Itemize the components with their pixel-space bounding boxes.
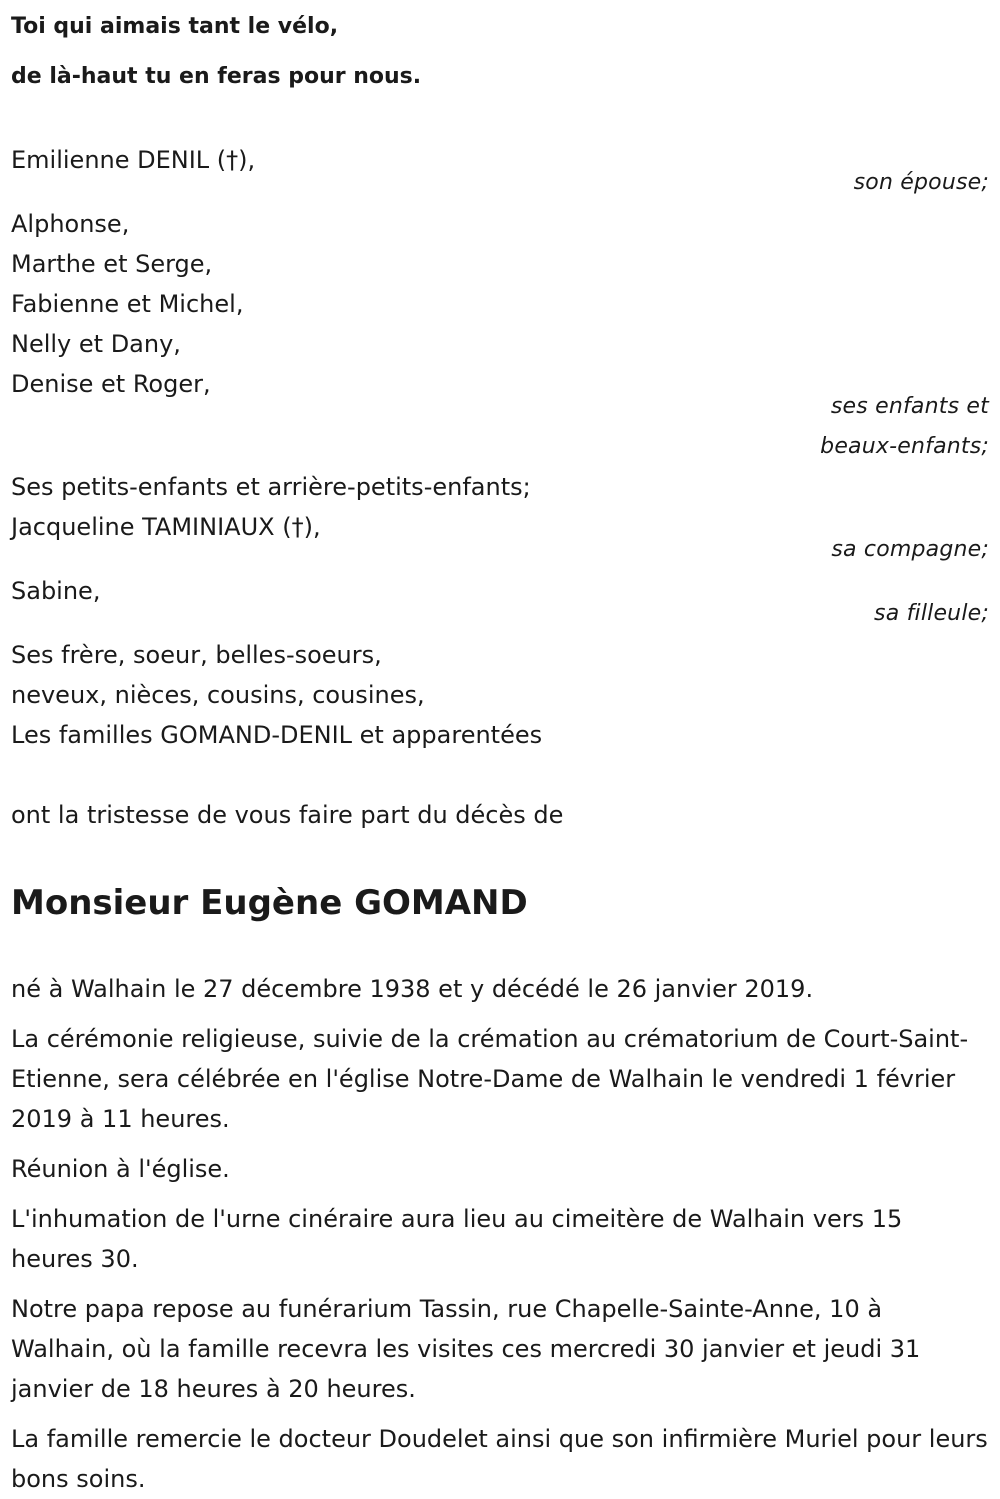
companion-name: Jacqueline TAMINIAUX (†), <box>11 513 321 541</box>
children-role-line-1: ses enfants et <box>830 394 989 419</box>
child-name: Marthe et Serge, <box>11 250 213 278</box>
spouse-name: Emilienne DENIL (†), <box>11 146 256 174</box>
poem-line-1: Toi qui aimais tant le vélo, <box>11 14 339 39</box>
visitation-paragraph: Notre papa repose au funérarium Tassin, rue Chapelle-Sainte-Anne, 10 à Walhain, où la famille recevra les visites ces mercredi 30 janvier et jeudi 31 janvier de 18 heures à 20 heures. <box>11 1295 921 1403</box>
child-name: Fabienne et Michel, <box>11 290 244 318</box>
child-name: Alphonse, <box>11 210 130 238</box>
relatives-line: Ses frère, soeur, belles-soeurs, <box>11 641 382 669</box>
obituary-notice <box>11 0 989 1499</box>
ceremony-paragraph: La cérémonie religieuse, suivie de la crémation au crématorium de Court-Saint-Etienne, sera célébrée en l'église Notre-Dame de Walhain le vendredi 1 février 2019 à 11 heures. <box>11 1025 969 1133</box>
thanks-paragraph: La famille remercie le docteur Doudelet ainsi que son infirmière Muriel pour leurs bons soins. <box>11 1425 988 1493</box>
grandchildren: Ses petits-enfants et arrière-petits-enfants; <box>11 473 531 501</box>
children-role-line-2: beaux-enfants; <box>820 434 989 459</box>
relatives-line: Les familles GOMAND-DENIL et apparentées <box>11 721 543 749</box>
goddaughter-role: sa filleule; <box>874 601 989 626</box>
children-group <box>11 204 989 404</box>
meeting-paragraph: Réunion à l'église. <box>11 1155 230 1183</box>
details <box>11 969 989 1499</box>
birth-death-paragraph: né à Walhain le 27 décembre 1938 et y décédé le 26 janvier 2019. <box>11 975 814 1003</box>
child-name: Denise et Roger, <box>11 370 211 398</box>
child-name: Nelly et Dany, <box>11 330 181 358</box>
deceased-name: Monsieur Eugène GOMAND <box>11 883 528 923</box>
relatives-line: neveux, nièces, cousins, cousines, <box>11 681 425 709</box>
family-list <box>11 140 989 755</box>
poem-line-2: de là-haut tu en feras pour nous. <box>11 64 422 89</box>
poem <box>11 2 989 102</box>
companion-role: sa compagne; <box>831 537 989 562</box>
burial-paragraph: L'inhumation de l'urne cinéraire aura lieu au cimeitère de Walhain vers 15 heures 30. <box>11 1205 903 1273</box>
spouse-role: son épouse; <box>853 170 989 195</box>
relatives-group <box>11 635 989 755</box>
announcement: ont la tristesse de vous faire part du décès de <box>11 801 564 829</box>
goddaughter-name: Sabine, <box>11 577 101 605</box>
